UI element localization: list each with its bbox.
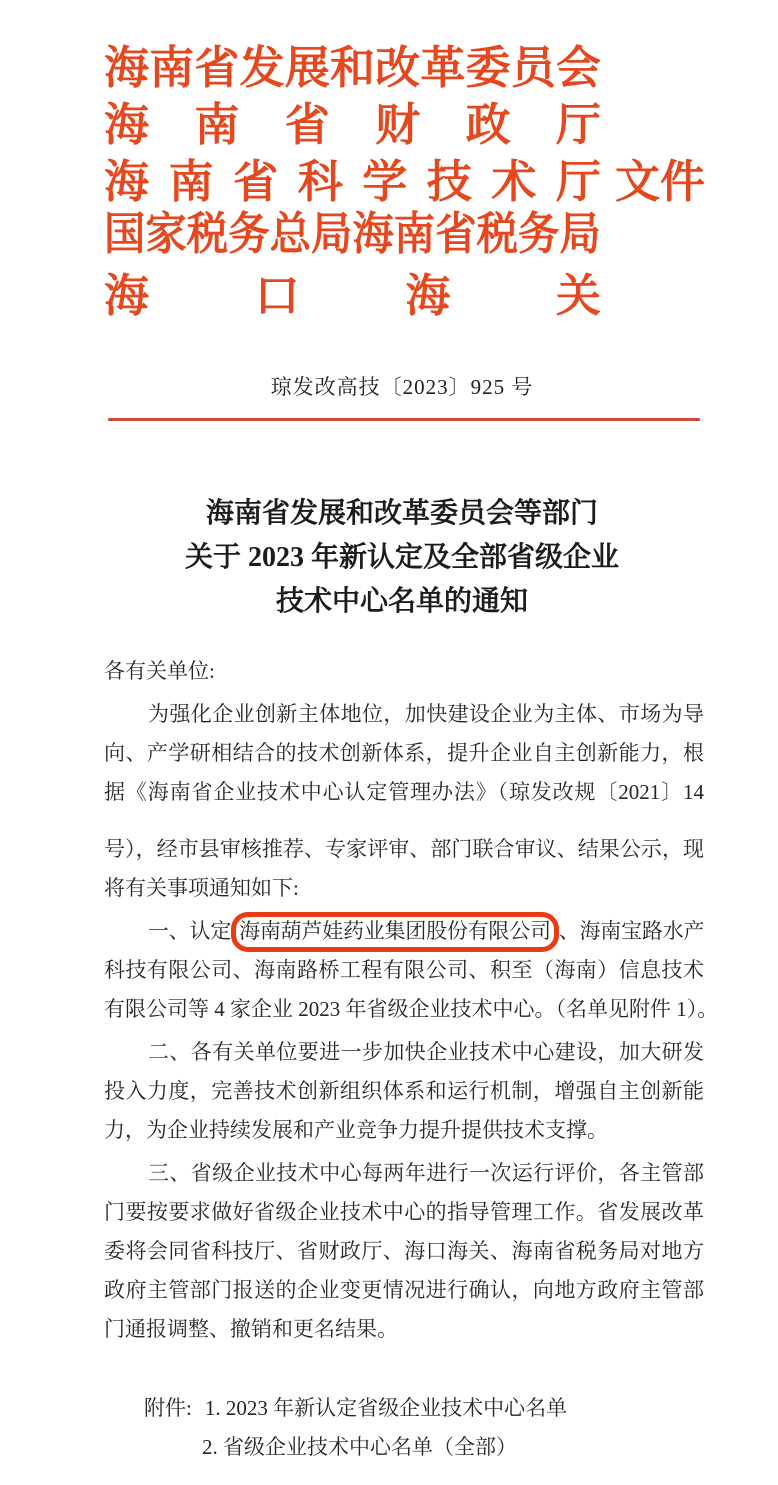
attachment-item-1: 1. 2023 年新认定省级企业技术中心名单	[204, 1396, 568, 1420]
letterhead-char: 会	[555, 43, 601, 93]
doc-number: 琼发改高技〔2023〕925 号	[270, 375, 534, 399]
letterhead-char: 省	[194, 43, 240, 93]
letterhead-char: 委	[465, 43, 511, 93]
letterhead-char: 口	[254, 271, 300, 321]
letterhead-char: 省	[233, 157, 279, 207]
letterhead-char: 财	[375, 100, 421, 150]
letterhead-char: 政	[465, 100, 511, 150]
letterhead-char: 海	[104, 43, 150, 93]
letterhead-char: 南	[149, 43, 195, 93]
agency-line-caizhengting	[104, 92, 601, 149]
letterhead-char: 改	[375, 43, 421, 93]
letterhead-char: 南	[168, 157, 214, 207]
body-line: 号），经市县审核推荐、专家评审、部门联合审议、结果公示，现	[104, 837, 704, 861]
attachment-item-2: 2. 省级企业技术中心名单（全部）	[202, 1435, 517, 1459]
body-line: 向、产学研相结合的技术创新体系，提升企业自主创新能力，根	[104, 741, 704, 765]
letterhead-char: 革	[420, 43, 466, 93]
letterhead-char: 厅	[555, 100, 601, 150]
letterhead-char: 厅	[555, 157, 601, 207]
body-line: 为强化企业创新主体地位，加快建设企业为主体、市场为导	[148, 702, 704, 726]
attachments-label: 附件:	[144, 1396, 192, 1420]
letterhead-char: 海	[104, 157, 150, 207]
agency-letterhead	[104, 35, 778, 320]
letterhead-char: 海	[104, 271, 150, 321]
document-title	[104, 492, 700, 624]
agency-line-haiguan	[104, 263, 601, 320]
highlighted-company-name: 海南葫芦娃药业集团股份有限公司	[231, 912, 559, 952]
body-line: 门要按要求做好省级企业技术中心的指导管理工作。省发展改革	[104, 1200, 704, 1224]
letterhead-char: 和	[329, 43, 375, 93]
document-word-wenjian: 文件	[615, 157, 706, 207]
letterhead-char: 海	[405, 271, 451, 321]
letterhead-char: 南	[194, 100, 240, 150]
body-line: 二、各有关单位要进一步加快企业技术中心建设，加大研发	[148, 1040, 704, 1064]
body-line: 将有关事项通知如下:	[104, 876, 299, 900]
agency-line-kejiting-name	[104, 145, 601, 210]
attachment-item	[144, 1389, 778, 1428]
attachments-block	[144, 1389, 778, 1467]
body-line: 有限公司等 4 家企业 2023 年省级企业技术中心。（名单见附件 1）。	[104, 997, 719, 1021]
body-line: 力，为企业持续发展和产业竞争力提升提供技术支撑。	[104, 1118, 608, 1142]
letterhead-char: 关	[555, 271, 601, 321]
agency-line-fagaiwei	[104, 35, 601, 92]
letterhead-char: 展	[284, 43, 330, 93]
body-line: 三、省级企业技术中心每两年进行一次运行评价，各主管部	[148, 1161, 704, 1185]
agency-line-kejiting	[104, 149, 778, 206]
body-line-with-highlight	[104, 912, 704, 951]
letterhead-char: 术	[491, 157, 537, 207]
letterhead-char: 海	[104, 100, 150, 150]
letterhead-char: 省	[284, 100, 330, 150]
agency-line-shuiwuju: 国家税务总局海南省税务局	[104, 209, 601, 259]
document-body	[104, 652, 719, 1349]
red-divider-rule	[108, 418, 700, 421]
body-line: 科技有限公司、海南路桥工程有限公司、积至（海南）信息技术	[104, 958, 704, 982]
letterhead-char: 技	[426, 157, 472, 207]
title-line-1: 海南省发展和改革委员会等部门	[205, 498, 598, 529]
letterhead-char: 学	[362, 157, 408, 207]
body-line: 投入力度，完善技术创新组织体系和运行机制，增强自主创新能	[104, 1079, 704, 1103]
letterhead-char: 科	[297, 157, 343, 207]
salutation: 各有关单位:	[104, 659, 215, 683]
body-line: 据《海南省企业技术中心认定管理办法》（琼发改规〔2021〕14	[104, 780, 704, 804]
body-line: 门通报调整、撤销和更名结果。	[104, 1317, 398, 1341]
title-line-2: 关于 2023 年新认定及全部省级企业	[184, 542, 619, 573]
letterhead-char: 员	[510, 43, 556, 93]
body-line: 政府主管部门报送的企业变更情况进行确认，向地方政府主管部	[104, 1278, 704, 1302]
highlight-pre-text: 一、认定	[148, 919, 232, 943]
highlight-post-text: 、海南宝路水产	[558, 919, 705, 943]
body-line: 委将会同省科技厅、省财政厅、海口海关、海南省税务局对地方	[104, 1239, 704, 1263]
title-line-3: 技术中心名单的通知	[275, 586, 528, 617]
letterhead-char: 发	[239, 43, 285, 93]
